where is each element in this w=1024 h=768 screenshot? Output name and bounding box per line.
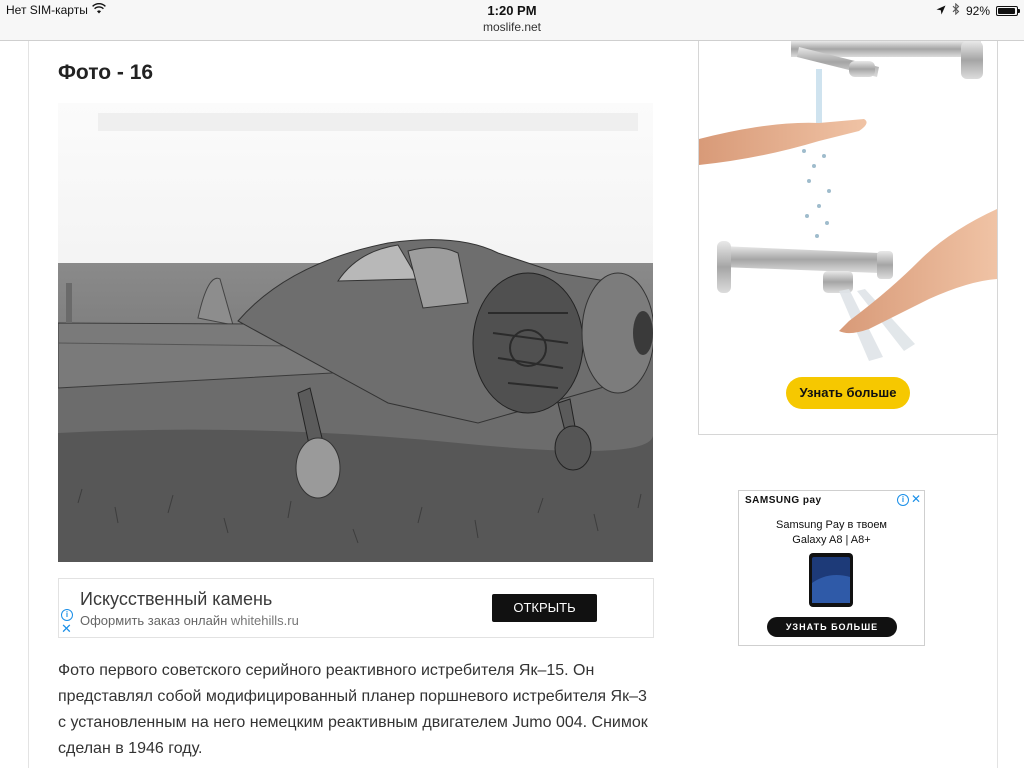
photo-caption: Фото первого советского серийного реактивного истребителя Як–15. Он представлял собой модифицированный планер поршневого истребителя Як–3 с установленным на него немецким реактивным двигателем Jumo 004. Снимок сделан в 1946 году.	[58, 662, 648, 757]
close-icon[interactable]: ✕	[61, 621, 72, 636]
info-icon[interactable]: i	[61, 609, 73, 621]
photo-heading: Фото - 16	[58, 61, 154, 84]
phone-image	[809, 553, 853, 607]
clock: 1:20 PM	[487, 3, 537, 18]
ad-domain: whitehills.ru	[230, 613, 299, 628]
samsung-headline-line2: Galaxy A8 | A8+	[792, 534, 871, 546]
inline-ad-banner[interactable]	[58, 578, 654, 638]
samsung-headline-line1: Samsung Pay в твоем	[776, 519, 887, 531]
battery-fill	[998, 8, 1015, 14]
ad-subtitle-text: Оформить заказ онлайн	[80, 613, 228, 628]
sidebar-ad-samsung[interactable]	[738, 490, 925, 646]
samsung-learn-more-button[interactable]: УЗНАТЬ БОЛЬШЕ	[767, 617, 897, 637]
battery-icon	[996, 6, 1018, 16]
ad-title[interactable]: Искусственный камень	[80, 589, 273, 609]
sidebar-ad-dryer[interactable]	[698, 41, 998, 435]
samsung-headline	[739, 518, 924, 548]
address-bar-url[interactable]: moslife.net	[482, 20, 542, 34]
ad-subtitle	[80, 613, 299, 628]
status-right	[936, 3, 1018, 18]
close-icon[interactable]: ✕	[910, 492, 921, 506]
location-arrow-icon	[936, 4, 946, 18]
carrier-label: Нет SIM-карты	[6, 3, 88, 17]
ad-open-button[interactable]: ОТКРЫТЬ	[492, 594, 597, 622]
samsung-pay-logo: SAMSUNG pay	[745, 495, 822, 506]
info-icon[interactable]: i	[897, 494, 909, 506]
bluetooth-icon	[952, 3, 960, 18]
battery-percent: 92%	[965, 3, 990, 18]
learn-more-button[interactable]: Узнать больше	[786, 377, 910, 409]
article-photo[interactable]	[58, 103, 653, 562]
status-bar	[0, 0, 1024, 41]
